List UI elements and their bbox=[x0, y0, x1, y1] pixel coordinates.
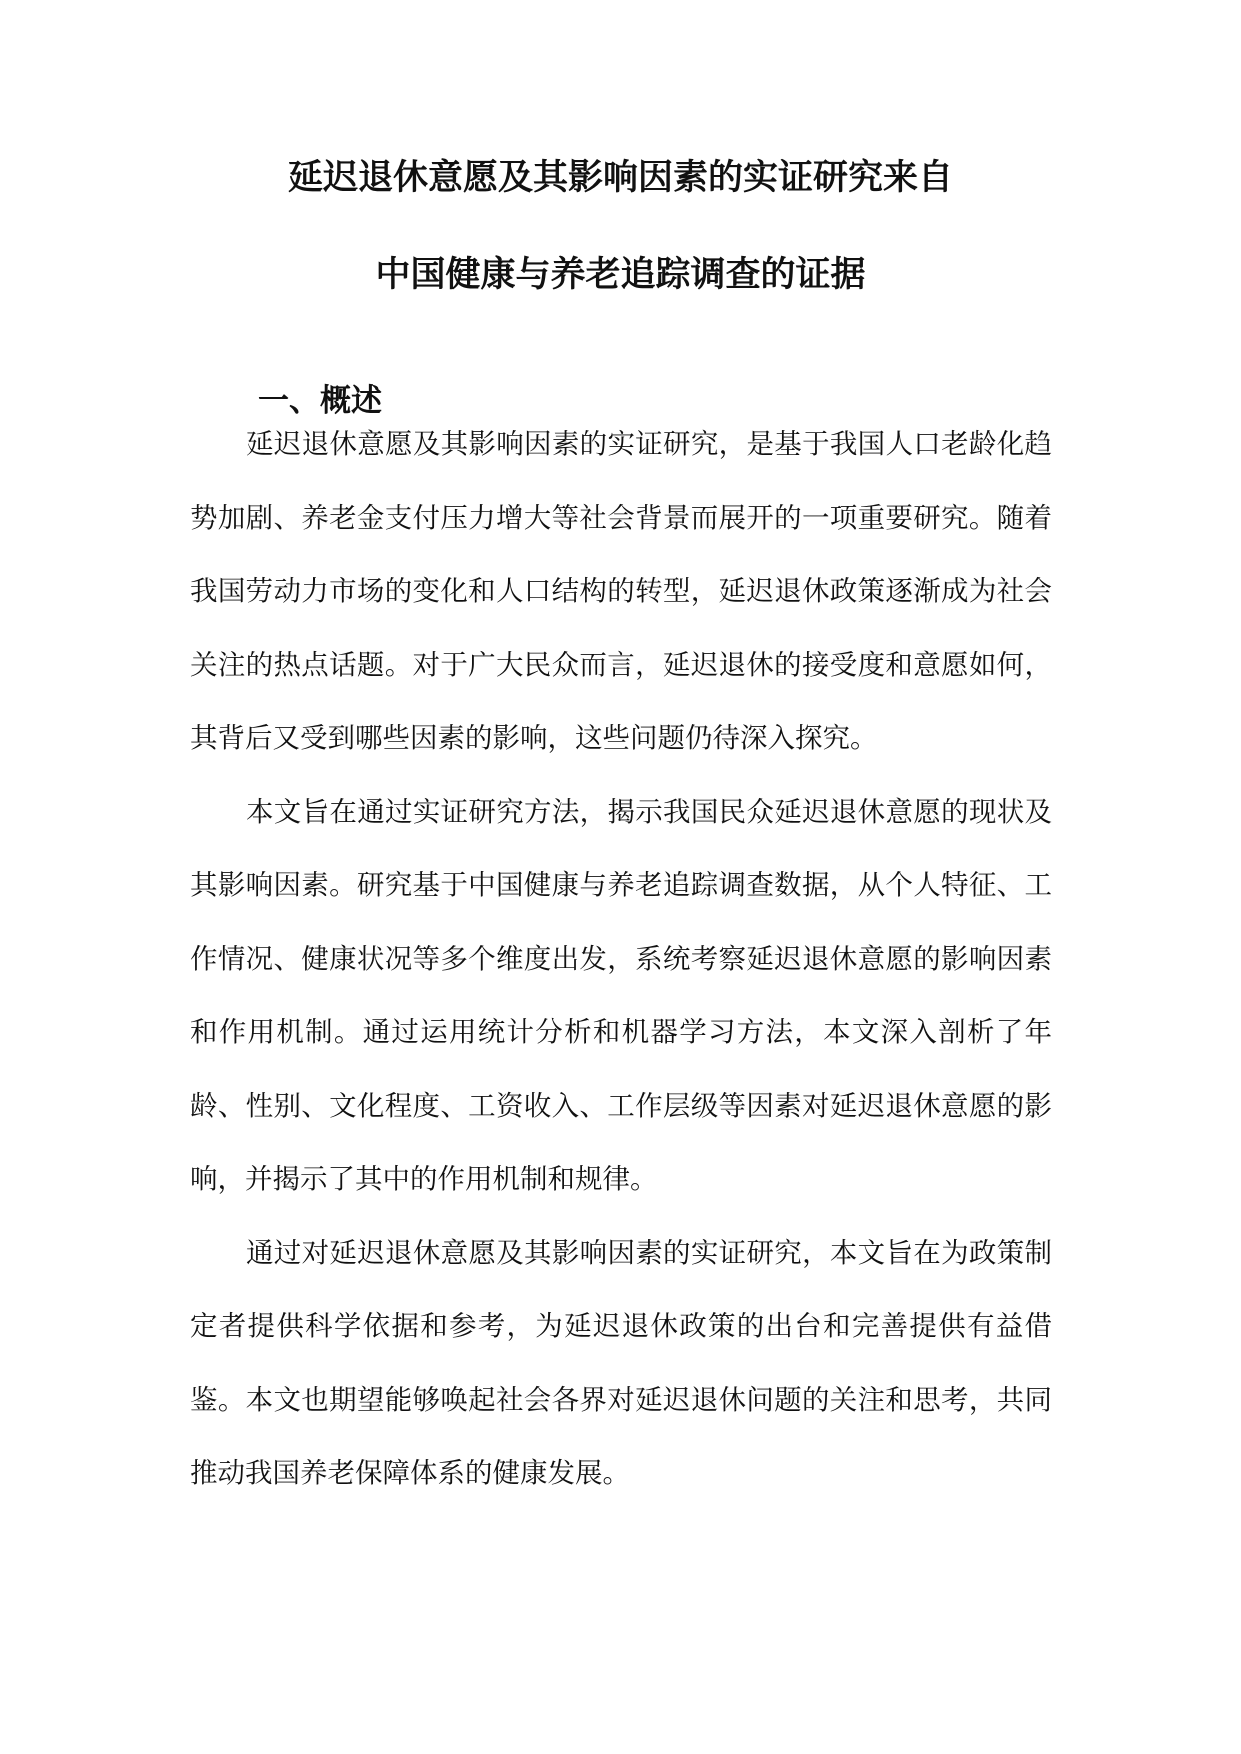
paragraph-1: 延迟退休意愿及其影响因素的实证研究，是基于我国人口老龄化趋势加剧、养老金支付压力增大等社会背景而展开的一项重要研究。随着我国劳动力市场的变化和人口结构的转型，延迟退休政策逐渐成为社会关注的热点话题。对于广大民众而言，延迟退休的接受度和意愿如何，其背后又受到哪些因素的影响，这些问题仍待深入探究。 bbox=[190, 428, 1052, 754]
paragraph-2: 本文旨在通过实证研究方法，揭示我国民众延迟退休意愿的现状及其影响因素。研究基于中国健康与养老追踪调查数据，从个人特征、工作情况、健康状况等多个维度出发，系统考察延迟退休意愿的影响因素和作用机制。通过运用统计分析和机器学习方法，本文深入剖析了年龄、性别、文化程度、工资收入、工作层级等因素对延迟退休意愿的影响，并揭示了其中的作用机制和规律。 bbox=[190, 795, 1052, 1195]
section-heading-overview: 一、概述 bbox=[258, 383, 382, 419]
paragraph-3: 通过对延迟退休意愿及其影响因素的实证研究，本文旨在为政策制定者提供科学依据和参考，为延迟退休政策的出台和完善提供有益借鉴。本文也期望能够唤起社会各界对延迟退休问题的关注和思考，共同推动我国养老保障体系的健康发展。 bbox=[190, 1236, 1052, 1489]
body-text bbox=[190, 408, 1052, 1511]
document-title-line-1: 延迟退休意愿及其影响因素的实证研究来自 bbox=[287, 158, 953, 198]
document-title-line-2: 中国健康与养老追踪调查的证据 bbox=[375, 255, 866, 295]
